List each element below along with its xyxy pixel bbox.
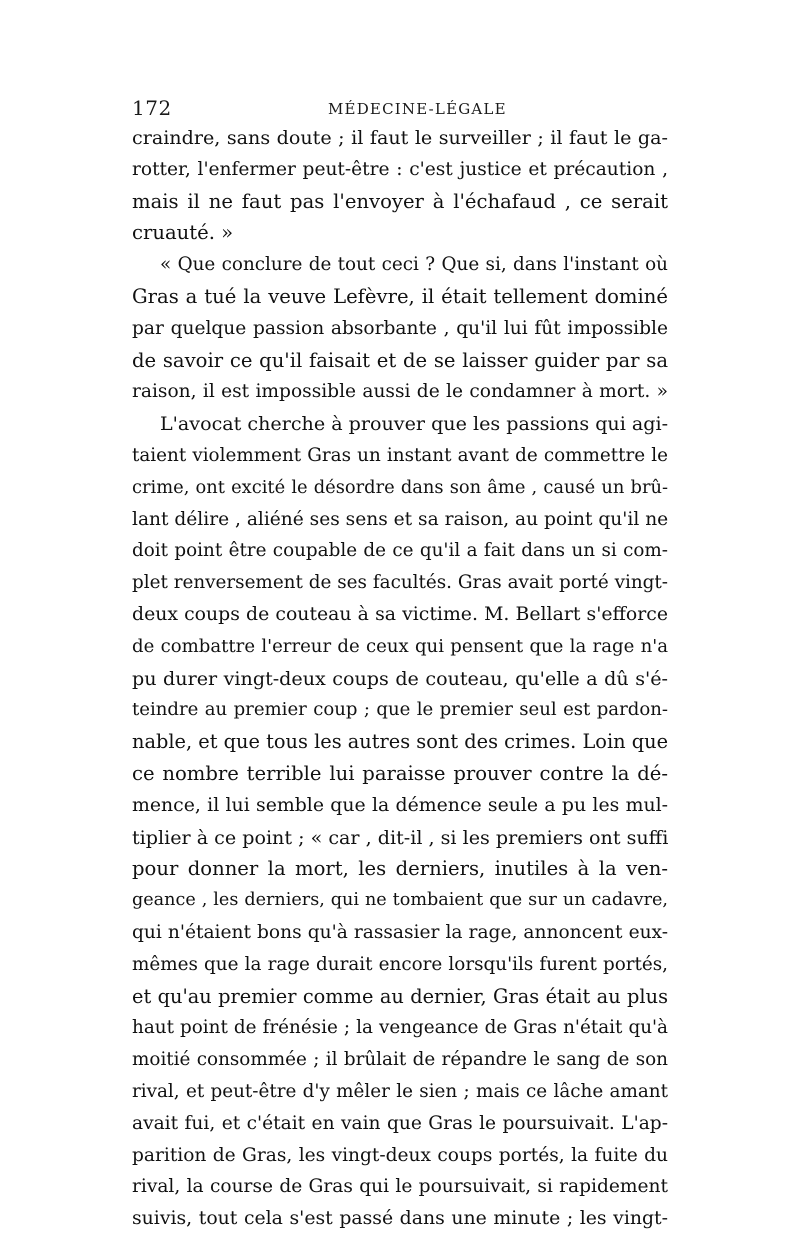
text-line: plet renversement de ses facultés. Gras avait porté vingt- [132,572,668,594]
text-line: taient violemment Gras un instant avant de commettre le [132,444,668,466]
text-line: lant délire , aliéné ses sens et sa raison, au point qu'il ne [132,508,669,530]
text-line: de savoir ce qu'il faisait et de se laisser guider par sa [132,348,668,372]
text-line: raison, il est impossible aussi de le condamner à mort. » [132,381,668,403]
text-line: moitié consommée ; il brûlait de répandre le sang de son [132,1049,668,1071]
text-line: Gras a tué la veuve Lefèvre, il était tellement dominé [132,284,668,308]
text-line: nable, et que tous les autres sont des crimes. Loin que [132,730,669,754]
text-line: cruauté. » [132,221,234,245]
text-line: rival, et peut-être d'y mêler le sien ; mais ce lâche amant [132,1080,668,1102]
text-line: pour donner la mort, les derniers, inutiles à la ven- [132,857,668,881]
page-number: 172 [132,96,172,120]
text-line: avait fui, et c'était en vain que Gras le poursuivait. L'ap- [132,1112,668,1134]
text-line: geance , les derniers, qui ne tombaient que sur un cadavre, [132,890,668,911]
text-line: qui n'étaient bons qu'à rassasier la rage, annoncent eux- [132,921,668,943]
text-line: crime, ont excité le désordre dans son âme , causé un brû- [132,476,668,498]
running-title: MÉDECINE-LÉGALE [328,100,507,118]
text-line: haut point de frénésie ; la vengeance de Gras n'était qu'à [132,1017,668,1039]
text-line: « Que conclure de tout ceci ? Que si, dans l'instant où [160,254,668,276]
text-line: mais il ne faut pas l'envoyer à l'échafaud , ce serait [132,189,668,213]
text-line: et qu'au premier comme au dernier, Gras était au plus [132,984,668,1008]
text-line: pu durer vingt-deux coups de couteau, qu'elle a dû s'é- [132,666,668,690]
text-line: parition de Gras, les vingt-deux coups portés, la fuite du [132,1144,668,1166]
body-text [132,122,668,1235]
text-line: craindre, sans doute ; il faut le surveiller ; il faut le ga- [132,126,668,149]
text-line: tiplier à ce point ; « car , dit-il , si les premiers ont suffi [132,825,669,849]
text-line: rotter, l'enfermer peut-être : c'est justice et précaution , [132,158,668,180]
text-line: suivis, tout cela s'est passé dans une minute ; les vingt- [132,1208,668,1230]
text-line: mêmes que la rage durait encore lorsqu'ils furent portés, [132,953,668,975]
page-header [132,96,668,122]
text-line: mence, il lui semble que la démence seule a pu les mul- [132,794,668,816]
text-line: ce nombre terrible lui paraisse prouver contre la dé- [132,761,668,785]
text-line: rival, la course de Gras qui le poursuivait, si rapidement [132,1176,668,1198]
text-line: de combattre l'erreur de ceux qui pensent que la rage n'a [132,635,668,657]
text-line: L'avocat cherche à prouver que les passions qui agi- [160,412,669,436]
text-line: deux coups de couteau à sa victime. M. Bellart s'efforce [132,603,668,625]
text-line: doit point être coupable de ce qu'il a fait dans un si com- [132,540,668,562]
text-line: par quelque passion absorbante , qu'il lui fût impossible [132,317,668,339]
text-line: teindre au premier coup ; que le premier seul est pardon- [132,699,668,721]
